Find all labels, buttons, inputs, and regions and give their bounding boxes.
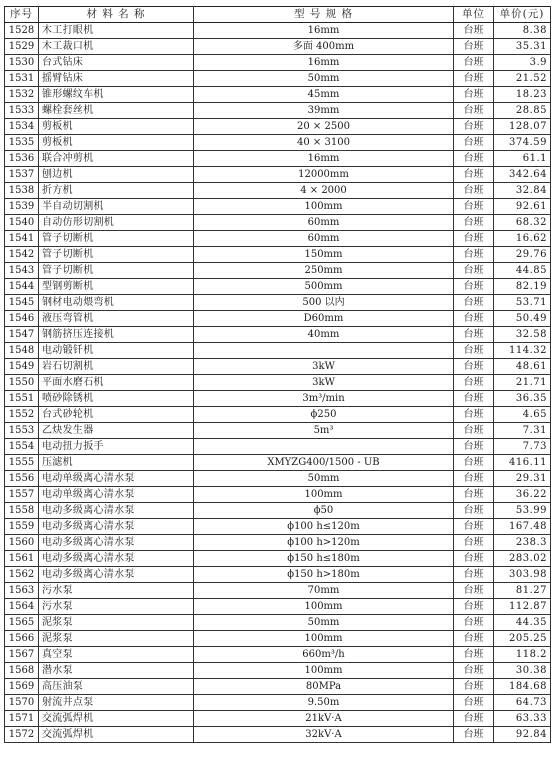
table-row — [5, 71, 551, 87]
cell-unit: 台班 — [454, 471, 494, 487]
cell-price: 7.31 — [494, 423, 551, 439]
table-row — [5, 727, 551, 743]
cell-no: 1553 — [5, 423, 39, 439]
table-row — [5, 615, 551, 631]
cell-unit: 台班 — [454, 519, 494, 535]
header-spec: 型 号 规 格 — [194, 7, 454, 23]
cell-unit: 台班 — [454, 231, 494, 247]
cell-spec: 16mm — [194, 23, 454, 39]
cell-price: 18.23 — [494, 87, 551, 103]
cell-spec: 20 × 2500 — [194, 119, 454, 135]
cell-unit: 台班 — [454, 711, 494, 727]
table-row — [5, 519, 551, 535]
cell-unit: 台班 — [454, 135, 494, 151]
cell-spec: 500mm — [194, 279, 454, 295]
table-row — [5, 375, 551, 391]
cell-no: 1549 — [5, 359, 39, 375]
cell-spec: ϕ100 h≤120m — [194, 519, 454, 535]
cell-name: 刨边机 — [39, 167, 194, 183]
cell-unit: 台班 — [454, 263, 494, 279]
cell-name: 半自动切割机 — [39, 199, 194, 215]
cell-unit: 台班 — [454, 503, 494, 519]
cell-price: 29.31 — [494, 471, 551, 487]
cell-price: 81.27 — [494, 583, 551, 599]
cell-unit: 台班 — [454, 407, 494, 423]
cell-spec: 40 × 3100 — [194, 135, 454, 151]
cell-name: 电动多级离心清水泵 — [39, 551, 194, 567]
cell-unit: 台班 — [454, 55, 494, 71]
cell-price: 303.98 — [494, 567, 551, 583]
cell-price: 63.33 — [494, 711, 551, 727]
cell-name: 交流弧焊机 — [39, 727, 194, 743]
cell-name: 真空泵 — [39, 647, 194, 663]
table-row — [5, 231, 551, 247]
cell-no: 1531 — [5, 71, 39, 87]
cell-price: 112.87 — [494, 599, 551, 615]
cell-spec: 500 以内 — [194, 295, 454, 311]
cell-no: 1530 — [5, 55, 39, 71]
table-row — [5, 567, 551, 583]
cell-unit: 台班 — [454, 295, 494, 311]
cell-price: 29.76 — [494, 247, 551, 263]
cell-unit: 台班 — [454, 359, 494, 375]
cell-spec: 3m³/min — [194, 391, 454, 407]
cell-spec: D60mm — [194, 311, 454, 327]
cell-price: 36.35 — [494, 391, 551, 407]
table-row — [5, 87, 551, 103]
cell-price: 238.3 — [494, 535, 551, 551]
table-row — [5, 119, 551, 135]
cell-unit: 台班 — [454, 423, 494, 439]
table-row — [5, 55, 551, 71]
cell-name: 乙炔发生器 — [39, 423, 194, 439]
cell-no: 1537 — [5, 167, 39, 183]
cell-spec: 16mm — [194, 151, 454, 167]
machinery-price-table — [4, 6, 551, 743]
cell-name: 折方机 — [39, 183, 194, 199]
table-row — [5, 439, 551, 455]
cell-price: 48.61 — [494, 359, 551, 375]
cell-spec: 4 × 2000 — [194, 183, 454, 199]
table-row — [5, 183, 551, 199]
cell-name: 污水泵 — [39, 599, 194, 615]
cell-price: 21.52 — [494, 71, 551, 87]
cell-name: 螺栓套丝机 — [39, 103, 194, 119]
cell-price: 44.85 — [494, 263, 551, 279]
cell-price: 28.85 — [494, 103, 551, 119]
cell-spec: 100mm — [194, 199, 454, 215]
cell-spec: 16mm — [194, 55, 454, 71]
cell-name: 高压油泵 — [39, 679, 194, 695]
cell-spec: 80MPa — [194, 679, 454, 695]
cell-unit: 台班 — [454, 727, 494, 743]
cell-unit: 台班 — [454, 631, 494, 647]
cell-no: 1528 — [5, 23, 39, 39]
cell-name: 岩石切割机 — [39, 359, 194, 375]
cell-price: 16.62 — [494, 231, 551, 247]
cell-no: 1547 — [5, 327, 39, 343]
cell-spec: 3kW — [194, 375, 454, 391]
cell-no: 1568 — [5, 663, 39, 679]
cell-name: 锥形螺纹车机 — [39, 87, 194, 103]
cell-name: 射流井点泵 — [39, 695, 194, 711]
cell-spec: 100mm — [194, 663, 454, 679]
cell-spec: ϕ50 — [194, 503, 454, 519]
table-row — [5, 551, 551, 567]
cell-name: 喷砂除锈机 — [39, 391, 194, 407]
cell-name: 管子切断机 — [39, 231, 194, 247]
cell-name: 电动多级离心清水泵 — [39, 519, 194, 535]
cell-no: 1532 — [5, 87, 39, 103]
cell-unit: 台班 — [454, 583, 494, 599]
cell-name: 钢材电动煨弯机 — [39, 295, 194, 311]
table-row — [5, 503, 551, 519]
cell-spec: XMYZG400/1500 - UB — [194, 455, 454, 471]
cell-no: 1550 — [5, 375, 39, 391]
cell-no: 1561 — [5, 551, 39, 567]
cell-name: 台式钻床 — [39, 55, 194, 71]
cell-name: 泥浆泵 — [39, 631, 194, 647]
cell-spec: 100mm — [194, 631, 454, 647]
cell-name: 压滤机 — [39, 455, 194, 471]
cell-no: 1572 — [5, 727, 39, 743]
cell-name: 电动扭力扳手 — [39, 439, 194, 455]
cell-spec: 50mm — [194, 471, 454, 487]
cell-name: 自动仿形切割机 — [39, 215, 194, 231]
cell-spec — [194, 439, 454, 455]
cell-no: 1569 — [5, 679, 39, 695]
cell-name: 电动多级离心清水泵 — [39, 535, 194, 551]
cell-spec: 150mm — [194, 247, 454, 263]
cell-unit: 台班 — [454, 487, 494, 503]
cell-price: 92.84 — [494, 727, 551, 743]
cell-price: 128.07 — [494, 119, 551, 135]
cell-spec: 50mm — [194, 71, 454, 87]
cell-name: 型钢剪断机 — [39, 279, 194, 295]
table-row — [5, 599, 551, 615]
table-row — [5, 103, 551, 119]
cell-no: 1565 — [5, 615, 39, 631]
cell-name: 木工打眼机 — [39, 23, 194, 39]
cell-unit: 台班 — [454, 71, 494, 87]
cell-no: 1566 — [5, 631, 39, 647]
cell-price: 92.61 — [494, 199, 551, 215]
cell-no: 1560 — [5, 535, 39, 551]
table-row — [5, 295, 551, 311]
cell-no: 1534 — [5, 119, 39, 135]
table-row — [5, 583, 551, 599]
cell-spec: 60mm — [194, 215, 454, 231]
table-row — [5, 327, 551, 343]
cell-no: 1570 — [5, 695, 39, 711]
cell-no: 1545 — [5, 295, 39, 311]
cell-unit: 台班 — [454, 183, 494, 199]
table-row — [5, 359, 551, 375]
cell-price: 167.48 — [494, 519, 551, 535]
cell-unit: 台班 — [454, 167, 494, 183]
cell-unit: 台班 — [454, 151, 494, 167]
cell-price: 374.59 — [494, 135, 551, 151]
cell-price: 68.32 — [494, 215, 551, 231]
cell-unit: 台班 — [454, 695, 494, 711]
cell-price: 35.31 — [494, 39, 551, 55]
table-row — [5, 391, 551, 407]
cell-no: 1552 — [5, 407, 39, 423]
cell-name: 污水泵 — [39, 583, 194, 599]
cell-name: 木工裁口机 — [39, 39, 194, 55]
cell-price: 205.25 — [494, 631, 551, 647]
cell-spec: 39mm — [194, 103, 454, 119]
header-unit: 单位 — [454, 7, 494, 23]
cell-unit: 台班 — [454, 247, 494, 263]
cell-price: 21.71 — [494, 375, 551, 391]
cell-price: 53.71 — [494, 295, 551, 311]
cell-unit: 台班 — [454, 663, 494, 679]
cell-unit: 台班 — [454, 599, 494, 615]
cell-price: 114.32 — [494, 343, 551, 359]
cell-no: 1543 — [5, 263, 39, 279]
cell-no: 1544 — [5, 279, 39, 295]
cell-spec: 70mm — [194, 583, 454, 599]
cell-name: 泥浆泵 — [39, 615, 194, 631]
cell-no: 1563 — [5, 583, 39, 599]
cell-unit: 台班 — [454, 199, 494, 215]
cell-unit: 台班 — [454, 119, 494, 135]
cell-name: 剪板机 — [39, 135, 194, 151]
cell-price: 61.1 — [494, 151, 551, 167]
cell-price: 44.35 — [494, 615, 551, 631]
cell-name: 平面水磨石机 — [39, 375, 194, 391]
cell-price: 64.73 — [494, 695, 551, 711]
cell-no: 1567 — [5, 647, 39, 663]
cell-no: 1571 — [5, 711, 39, 727]
cell-name: 潜水泵 — [39, 663, 194, 679]
table-row — [5, 407, 551, 423]
cell-spec: 660m³/h — [194, 647, 454, 663]
cell-no: 1538 — [5, 183, 39, 199]
table-row — [5, 647, 551, 663]
cell-no: 1562 — [5, 567, 39, 583]
cell-name: 管子切断机 — [39, 247, 194, 263]
cell-unit: 台班 — [454, 103, 494, 119]
table-row — [5, 215, 551, 231]
table-row — [5, 471, 551, 487]
cell-price: 82.19 — [494, 279, 551, 295]
cell-unit: 台班 — [454, 23, 494, 39]
cell-price: 32.58 — [494, 327, 551, 343]
cell-unit: 台班 — [454, 551, 494, 567]
cell-price: 32.84 — [494, 183, 551, 199]
cell-no: 1533 — [5, 103, 39, 119]
cell-spec: 多面 400mm — [194, 39, 454, 55]
table-row — [5, 263, 551, 279]
cell-no: 1529 — [5, 39, 39, 55]
cell-no: 1554 — [5, 439, 39, 455]
table-row — [5, 423, 551, 439]
table-row — [5, 199, 551, 215]
cell-name: 电动单级离心清水泵 — [39, 471, 194, 487]
header-name: 材 料 名 称 — [39, 7, 194, 23]
table-body — [5, 23, 551, 743]
cell-name: 交流弧焊机 — [39, 711, 194, 727]
cell-unit: 台班 — [454, 39, 494, 55]
cell-unit: 台班 — [454, 567, 494, 583]
cell-unit: 台班 — [454, 391, 494, 407]
table-row — [5, 711, 551, 727]
cell-name: 台式砂轮机 — [39, 407, 194, 423]
cell-name: 电动多级离心清水泵 — [39, 503, 194, 519]
table-header-row — [5, 7, 551, 23]
cell-price: 3.9 — [494, 55, 551, 71]
cell-spec: 9.50m — [194, 695, 454, 711]
cell-unit: 台班 — [454, 439, 494, 455]
cell-spec: 250mm — [194, 263, 454, 279]
table-row — [5, 279, 551, 295]
cell-spec: ϕ150 h>180m — [194, 567, 454, 583]
cell-spec: ϕ150 h≤180m — [194, 551, 454, 567]
cell-no: 1542 — [5, 247, 39, 263]
cell-spec: 12000mm — [194, 167, 454, 183]
table-row — [5, 247, 551, 263]
cell-name: 电动单级离心清水泵 — [39, 487, 194, 503]
cell-unit: 台班 — [454, 375, 494, 391]
cell-spec: 32kV·A — [194, 727, 454, 743]
cell-spec: ϕ100 h>120m — [194, 535, 454, 551]
cell-no: 1540 — [5, 215, 39, 231]
cell-no: 1548 — [5, 343, 39, 359]
cell-no: 1555 — [5, 455, 39, 471]
cell-price: 53.99 — [494, 503, 551, 519]
cell-price: 184.68 — [494, 679, 551, 695]
cell-name: 电动多级离心清水泵 — [39, 567, 194, 583]
table-row — [5, 695, 551, 711]
cell-spec — [194, 343, 454, 359]
cell-price: 36.22 — [494, 487, 551, 503]
cell-spec: 40mm — [194, 327, 454, 343]
cell-price: 8.38 — [494, 23, 551, 39]
cell-no: 1559 — [5, 519, 39, 535]
cell-price: 30.38 — [494, 663, 551, 679]
cell-name: 管子切断机 — [39, 263, 194, 279]
cell-unit: 台班 — [454, 311, 494, 327]
cell-no: 1551 — [5, 391, 39, 407]
cell-name: 液压弯管机 — [39, 311, 194, 327]
cell-spec: ϕ250 — [194, 407, 454, 423]
cell-unit: 台班 — [454, 87, 494, 103]
table-row — [5, 487, 551, 503]
table-row — [5, 23, 551, 39]
cell-no: 1557 — [5, 487, 39, 503]
cell-name: 电动锻钎机 — [39, 343, 194, 359]
cell-spec: 60mm — [194, 231, 454, 247]
cell-no: 1558 — [5, 503, 39, 519]
table-row — [5, 39, 551, 55]
cell-unit: 台班 — [454, 615, 494, 631]
cell-unit: 台班 — [454, 327, 494, 343]
cell-no: 1546 — [5, 311, 39, 327]
cell-unit: 台班 — [454, 647, 494, 663]
cell-price: 4.65 — [494, 407, 551, 423]
cell-spec: 100mm — [194, 487, 454, 503]
cell-spec: 21kV·A — [194, 711, 454, 727]
cell-spec: 5m³ — [194, 423, 454, 439]
table-row — [5, 151, 551, 167]
cell-name: 钢筋挤压连接机 — [39, 327, 194, 343]
cell-spec: 50mm — [194, 615, 454, 631]
table-row — [5, 343, 551, 359]
cell-no: 1535 — [5, 135, 39, 151]
table-row — [5, 663, 551, 679]
table-row — [5, 535, 551, 551]
cell-price: 283.02 — [494, 551, 551, 567]
cell-unit: 台班 — [454, 343, 494, 359]
cell-price: 7.73 — [494, 439, 551, 455]
cell-no: 1536 — [5, 151, 39, 167]
table-row — [5, 311, 551, 327]
cell-unit: 台班 — [454, 215, 494, 231]
cell-price: 342.64 — [494, 167, 551, 183]
cell-no: 1539 — [5, 199, 39, 215]
cell-price: 118.2 — [494, 647, 551, 663]
cell-no: 1564 — [5, 599, 39, 615]
table-row — [5, 167, 551, 183]
cell-price: 416.11 — [494, 455, 551, 471]
cell-name: 摇臂钻床 — [39, 71, 194, 87]
table-row — [5, 679, 551, 695]
cell-price: 50.49 — [494, 311, 551, 327]
cell-spec: 100mm — [194, 599, 454, 615]
header-price: 单价(元) — [494, 7, 551, 23]
cell-unit: 台班 — [454, 455, 494, 471]
cell-spec: 45mm — [194, 87, 454, 103]
table-row — [5, 631, 551, 647]
cell-name: 剪板机 — [39, 119, 194, 135]
cell-no: 1541 — [5, 231, 39, 247]
table-row — [5, 455, 551, 471]
header-no: 序号 — [5, 7, 39, 23]
cell-spec: 3kW — [194, 359, 454, 375]
cell-unit: 台班 — [454, 279, 494, 295]
cell-unit: 台班 — [454, 535, 494, 551]
table-row — [5, 135, 551, 151]
cell-unit: 台班 — [454, 679, 494, 695]
cell-name: 联合冲剪机 — [39, 151, 194, 167]
cell-no: 1556 — [5, 471, 39, 487]
